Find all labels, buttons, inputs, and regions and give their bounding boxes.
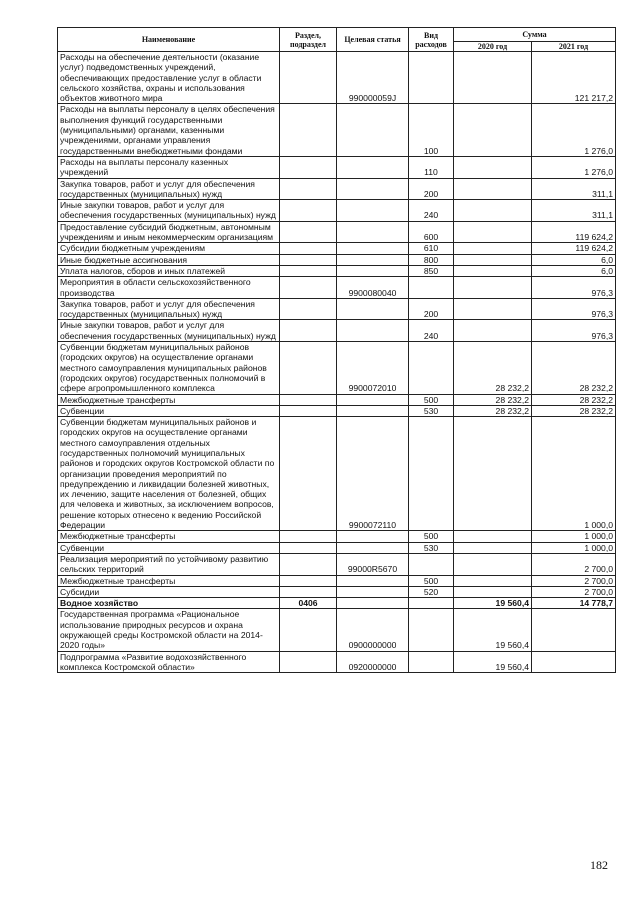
row-name: Субвенции бюджетам муниципальных районов (городских округов) на осуществление органами местного самоуправления муниципальных районов (городских округов) государственных полномочий в сфере агропромышленного комплекса	[58, 342, 280, 394]
row-name: Межбюджетные трансферты	[58, 575, 280, 586]
row-amount-2021	[532, 609, 616, 651]
budget-table	[57, 27, 616, 673]
row-expense-type: 200	[409, 298, 454, 320]
row-amount-2020	[454, 104, 532, 156]
row-target: 99000R5670	[337, 553, 409, 575]
row-section	[280, 156, 337, 178]
row-expense-type: 600	[409, 221, 454, 243]
row-name: Предоставление субсидий бюджетным, автономным учреждениям и иным некоммерческим организациям	[58, 221, 280, 243]
row-expense-type	[409, 342, 454, 394]
row-expense-type	[409, 277, 454, 299]
row-section	[280, 298, 337, 320]
page-number: 182	[590, 858, 608, 872]
table-row	[58, 243, 616, 254]
row-target	[337, 200, 409, 222]
row-target	[337, 394, 409, 405]
row-amount-2020	[454, 553, 532, 575]
row-amount-2020	[454, 156, 532, 178]
row-amount-2021: 119 624,2	[532, 243, 616, 254]
row-expense-type	[409, 417, 454, 531]
row-amount-2020	[454, 221, 532, 243]
row-amount-2021: 28 232,2	[532, 394, 616, 405]
header-target: Целевая статья	[337, 28, 409, 52]
row-amount-2021: 121 217,2	[532, 52, 616, 104]
table-header	[58, 28, 616, 52]
row-amount-2020	[454, 586, 532, 597]
table-row	[58, 221, 616, 243]
table-row	[58, 586, 616, 597]
row-amount-2020	[454, 52, 532, 104]
row-amount-2020: 28 232,2	[454, 342, 532, 394]
header-expense-type: Вид расходов	[409, 28, 454, 52]
row-target: 0920000000	[337, 651, 409, 673]
row-expense-type: 850	[409, 265, 454, 276]
row-name: Субсидии	[58, 586, 280, 597]
row-expense-type: 240	[409, 200, 454, 222]
row-expense-type: 520	[409, 586, 454, 597]
table-row	[58, 417, 616, 531]
row-name: Межбюджетные трансферты	[58, 531, 280, 542]
row-section	[280, 277, 337, 299]
row-amount-2021: 1 276,0	[532, 156, 616, 178]
row-name: Закупка товаров, работ и услуг для обеспечения государственных (муниципальных) нужд	[58, 298, 280, 320]
row-name: Государственная программа «Рациональное использование природных ресурсов и охрана окружающей среды Костромской области на 2014-2020 годы»	[58, 609, 280, 651]
row-expense-type: 110	[409, 156, 454, 178]
row-name: Субвенции бюджетам муниципальных районов и городских округов на осуществление органами местного самоуправления отдельных государственных полномочий муниципальных районов и городских округов Костромской области по организации проведения мероприятий по предупреждению и ликвидации болезней животных, их лечению, защите населения от болезней, общих для человека и животных, за исключением вопросов, решение которых отнесено к ведению Российской Федерации	[58, 417, 280, 531]
row-name: Расходы на выплаты персоналу в целях обеспечения выполнения функций государственными (муниципальными) органами, казенными учреждениями, органами управления государственными внебюджетными фондами	[58, 104, 280, 156]
table-row	[58, 553, 616, 575]
row-section	[280, 586, 337, 597]
row-target	[337, 243, 409, 254]
row-name: Расходы на обеспечение деятельности (оказание услуг) подведомственных учреждений, обеспечивающих предоставление услуг в области сельского хозяйства, охраны и использования объектов животного мира	[58, 52, 280, 104]
row-amount-2020: 28 232,2	[454, 405, 532, 416]
row-target	[337, 298, 409, 320]
header-section: Раздел, подраздел	[280, 28, 337, 52]
header-year-2021: 2021 год	[532, 42, 616, 52]
table-row	[58, 200, 616, 222]
row-target: 0900000000	[337, 609, 409, 651]
row-amount-2021: 2 700,0	[532, 575, 616, 586]
row-name: Межбюджетные трансферты	[58, 394, 280, 405]
row-amount-2021: 976,3	[532, 277, 616, 299]
row-amount-2021: 1 000,0	[532, 417, 616, 531]
table-row	[58, 405, 616, 416]
row-amount-2021: 2 700,0	[532, 553, 616, 575]
row-amount-2020	[454, 320, 532, 342]
row-expense-type: 530	[409, 542, 454, 553]
row-section	[280, 651, 337, 673]
row-section	[280, 609, 337, 651]
table-row	[58, 342, 616, 394]
row-amount-2021: 28 232,2	[532, 405, 616, 416]
row-section	[280, 405, 337, 416]
row-name: Иные закупки товаров, работ и услуг для обеспечения государственных (муниципальных) нужд	[58, 200, 280, 222]
row-amount-2021: 2 700,0	[532, 586, 616, 597]
table-row	[58, 542, 616, 553]
table-row	[58, 277, 616, 299]
row-target	[337, 542, 409, 553]
row-section	[280, 104, 337, 156]
row-amount-2020	[454, 277, 532, 299]
row-expense-type: 100	[409, 104, 454, 156]
row-target	[337, 531, 409, 542]
row-section	[280, 265, 337, 276]
row-amount-2020	[454, 531, 532, 542]
row-expense-type	[409, 651, 454, 673]
row-amount-2020	[454, 575, 532, 586]
row-name: Иные бюджетные ассигнования	[58, 254, 280, 265]
row-amount-2021: 976,3	[532, 298, 616, 320]
row-target	[337, 156, 409, 178]
row-amount-2020	[454, 417, 532, 531]
row-expense-type: 530	[409, 405, 454, 416]
table-row	[58, 104, 616, 156]
table-row	[58, 254, 616, 265]
table-row	[58, 609, 616, 651]
row-expense-type: 500	[409, 394, 454, 405]
row-amount-2021: 119 624,2	[532, 221, 616, 243]
row-amount-2020	[454, 298, 532, 320]
row-section	[280, 254, 337, 265]
row-section	[280, 52, 337, 104]
row-section	[280, 178, 337, 200]
table-row	[58, 178, 616, 200]
row-section: 0406	[280, 598, 337, 609]
row-expense-type: 240	[409, 320, 454, 342]
row-amount-2020	[454, 178, 532, 200]
row-name: Закупка товаров, работ и услуг для обеспечения государственных (муниципальных) нужд	[58, 178, 280, 200]
header-year-2020: 2020 год	[454, 42, 532, 52]
row-section	[280, 243, 337, 254]
row-target: 9900072010	[337, 342, 409, 394]
row-section	[280, 320, 337, 342]
table-row	[58, 651, 616, 673]
table-row	[58, 298, 616, 320]
row-expense-type	[409, 609, 454, 651]
row-amount-2021: 1 000,0	[532, 542, 616, 553]
row-name: Иные закупки товаров, работ и услуг для обеспечения государственных (муниципальных) нужд	[58, 320, 280, 342]
row-amount-2020: 28 232,2	[454, 394, 532, 405]
row-section	[280, 394, 337, 405]
row-name: Уплата налогов, сборов и иных платежей	[58, 265, 280, 276]
row-target	[337, 405, 409, 416]
row-amount-2021: 28 232,2	[532, 342, 616, 394]
row-amount-2020	[454, 265, 532, 276]
row-target	[337, 320, 409, 342]
row-amount-2020: 19 560,4	[454, 598, 532, 609]
row-target: 9900080040	[337, 277, 409, 299]
row-target	[337, 598, 409, 609]
table-row	[58, 265, 616, 276]
row-target	[337, 178, 409, 200]
header-sum: Сумма	[454, 28, 616, 42]
row-target	[337, 575, 409, 586]
row-section	[280, 553, 337, 575]
row-amount-2021: 6,0	[532, 254, 616, 265]
row-amount-2021: 14 778,7	[532, 598, 616, 609]
row-amount-2021	[532, 651, 616, 673]
row-amount-2020	[454, 542, 532, 553]
row-expense-type: 800	[409, 254, 454, 265]
row-amount-2020: 19 560,4	[454, 651, 532, 673]
row-section	[280, 575, 337, 586]
row-name: Субсидии бюджетным учреждениям	[58, 243, 280, 254]
row-expense-type	[409, 553, 454, 575]
row-amount-2020	[454, 243, 532, 254]
row-amount-2021: 6,0	[532, 265, 616, 276]
row-target: 9900072110	[337, 417, 409, 531]
table-row	[58, 598, 616, 609]
row-expense-type	[409, 598, 454, 609]
table-row	[58, 52, 616, 104]
row-amount-2020	[454, 200, 532, 222]
row-amount-2021: 311,1	[532, 200, 616, 222]
header-name: Наименование	[58, 28, 280, 52]
row-target	[337, 221, 409, 243]
row-name: Реализация мероприятий по устойчивому развитию сельских территорий	[58, 553, 280, 575]
table-row	[58, 320, 616, 342]
row-name: Субвенции	[58, 542, 280, 553]
row-section	[280, 542, 337, 553]
row-amount-2021: 311,1	[532, 178, 616, 200]
row-amount-2021: 1 276,0	[532, 104, 616, 156]
row-target	[337, 104, 409, 156]
row-target	[337, 586, 409, 597]
row-section	[280, 342, 337, 394]
row-name: Подпрограмма «Развитие водохозяйственного комплекса Костромской области»	[58, 651, 280, 673]
row-expense-type: 500	[409, 575, 454, 586]
row-target	[337, 265, 409, 276]
table-row	[58, 575, 616, 586]
table-row	[58, 531, 616, 542]
row-section	[280, 200, 337, 222]
row-name: Расходы на выплаты персоналу казенных учреждений	[58, 156, 280, 178]
row-expense-type: 500	[409, 531, 454, 542]
row-amount-2021: 976,3	[532, 320, 616, 342]
row-target	[337, 254, 409, 265]
row-name: Мероприятия в области сельскохозяйственного производства	[58, 277, 280, 299]
row-section	[280, 531, 337, 542]
row-amount-2020: 19 560,4	[454, 609, 532, 651]
row-name: Водное хозяйство	[58, 598, 280, 609]
row-expense-type: 200	[409, 178, 454, 200]
row-amount-2020	[454, 254, 532, 265]
row-expense-type	[409, 52, 454, 104]
table-row	[58, 394, 616, 405]
row-name: Субвенции	[58, 405, 280, 416]
row-section	[280, 221, 337, 243]
table-row	[58, 156, 616, 178]
row-amount-2021: 1 000,0	[532, 531, 616, 542]
row-section	[280, 417, 337, 531]
row-expense-type: 610	[409, 243, 454, 254]
table-body	[58, 52, 616, 673]
row-target: 990000059J	[337, 52, 409, 104]
